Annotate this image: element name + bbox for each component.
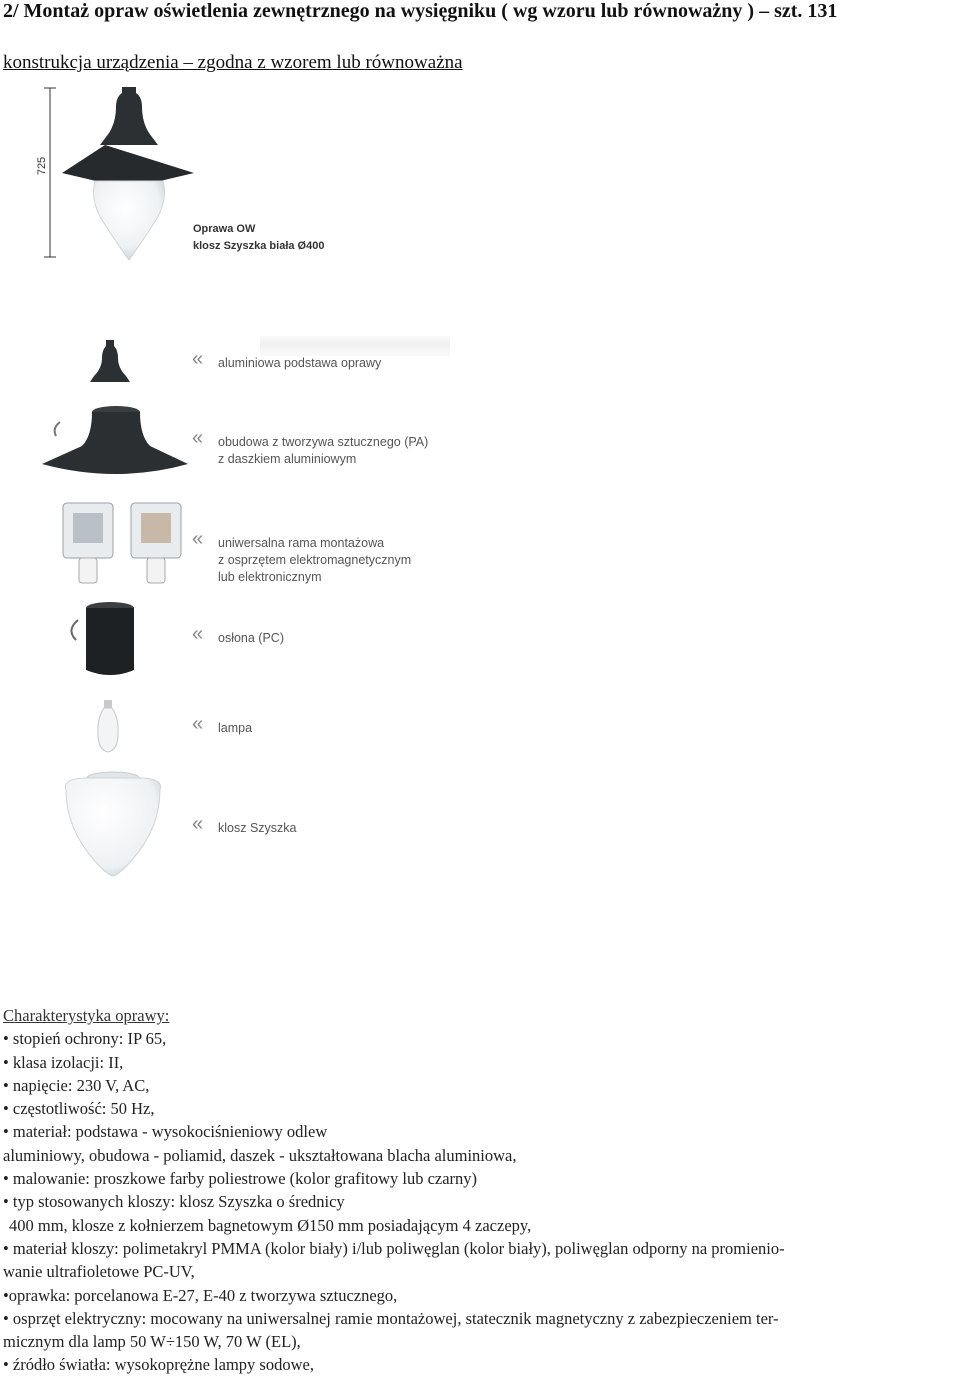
spec-line: • typ stosowanych kloszy: klosz Szyszka o średnicy (3, 1192, 345, 1212)
base-part-image (88, 338, 132, 384)
part-label-housing: « obudowa z tworzywa sztucznego (PA) z daszkiem aluminiowym (192, 427, 429, 466)
spec-line: • napięcie: 230 V, AC, (3, 1075, 150, 1095)
figure-caption-name: Oprawa OW (193, 223, 256, 235)
spec-line: • klasa izolacji: II, (3, 1052, 124, 1072)
part-label-frame: « uniwersalna rama montażowa z osprzętem elektromagnetycznym lub elektronicznym (192, 528, 412, 584)
page-subtitle: konstrukcja urządzenia – zgodna z wzorem lub równoważna (3, 52, 463, 73)
spec-line: • materiał: podstawa - wysokociśnieniowy odlew (3, 1122, 328, 1142)
spec-line: • stopień ochrony: IP 65, (3, 1029, 167, 1049)
spec-line: • źródło światła: wysokoprężne lampy sodowe, (3, 1355, 314, 1375)
chevron-left-icon: « (192, 528, 198, 550)
spec-line: wanie ultrafioletowe PC-UV, (3, 1262, 195, 1282)
spec-line: 400 mm, klosze z kołnierzem bagnetowym Ø150 mm posiadającym 4 zaczepy, (9, 1215, 532, 1235)
height-dimension: 725 (36, 156, 49, 176)
chevron-left-icon: « (192, 348, 198, 370)
figure-caption-shade: klosz Szyszka biała Ø400 (193, 240, 325, 252)
part-label-shade: « klosz Szyszka (192, 813, 297, 835)
part-label-base: « aluminiowa podstawa oprawy (192, 348, 382, 370)
housing-part-image (40, 402, 190, 480)
chevron-left-icon: « (192, 713, 198, 735)
specs-section (3, 1004, 958, 1377)
part-label-lamp: « lampa (192, 713, 253, 735)
cover-part-image (62, 600, 142, 682)
spec-line: • malowanie: proszkowe farby poliestrowe (kolor grafitowy lub czarny) (3, 1169, 478, 1189)
spec-line: • częstotliwość: 50 Hz, (3, 1099, 155, 1119)
shade-part-image (62, 768, 164, 878)
spec-line: micznym dla lamp 50 W÷150 W, 70 W (EL), (3, 1332, 301, 1352)
spec-line: • osprzęt elektryczny: mocowany na uniwersalnej ramie montażowej, statecznik magnetyczny z zabezpieczeniem ter- (3, 1308, 779, 1328)
chevron-left-icon: « (192, 623, 198, 645)
page-title: 2/ Montaż opraw oświetlenia zewnętrznego na wysięgniku ( wg wzoru lub równoważny ) – szt. 131 (3, 0, 838, 22)
chevron-left-icon: « (192, 813, 198, 835)
spec-line: aluminiowy, obudowa - poliamid, daszek - ukształtowana blacha aluminiowa, (3, 1145, 517, 1165)
decorative-strip (260, 336, 450, 356)
spec-line: • materiał kloszy: polimetakryl PMMA (kolor biały) i/lub poliwęglan (kolor biały), poliwęglan odporny na promienio- (3, 1238, 785, 1258)
mounting-frame-image (55, 495, 190, 590)
luminaire-illustration (30, 85, 200, 265)
lamp-part-image (96, 698, 120, 754)
part-label-cover: « osłona (PC) (192, 623, 284, 645)
specs-title: Charakterystyka oprawy: (3, 1006, 170, 1025)
spec-line: •oprawka: porcelanowa E-27, E-40 z tworzywa sztucznego, (3, 1285, 398, 1305)
chevron-left-icon: « (192, 427, 198, 449)
